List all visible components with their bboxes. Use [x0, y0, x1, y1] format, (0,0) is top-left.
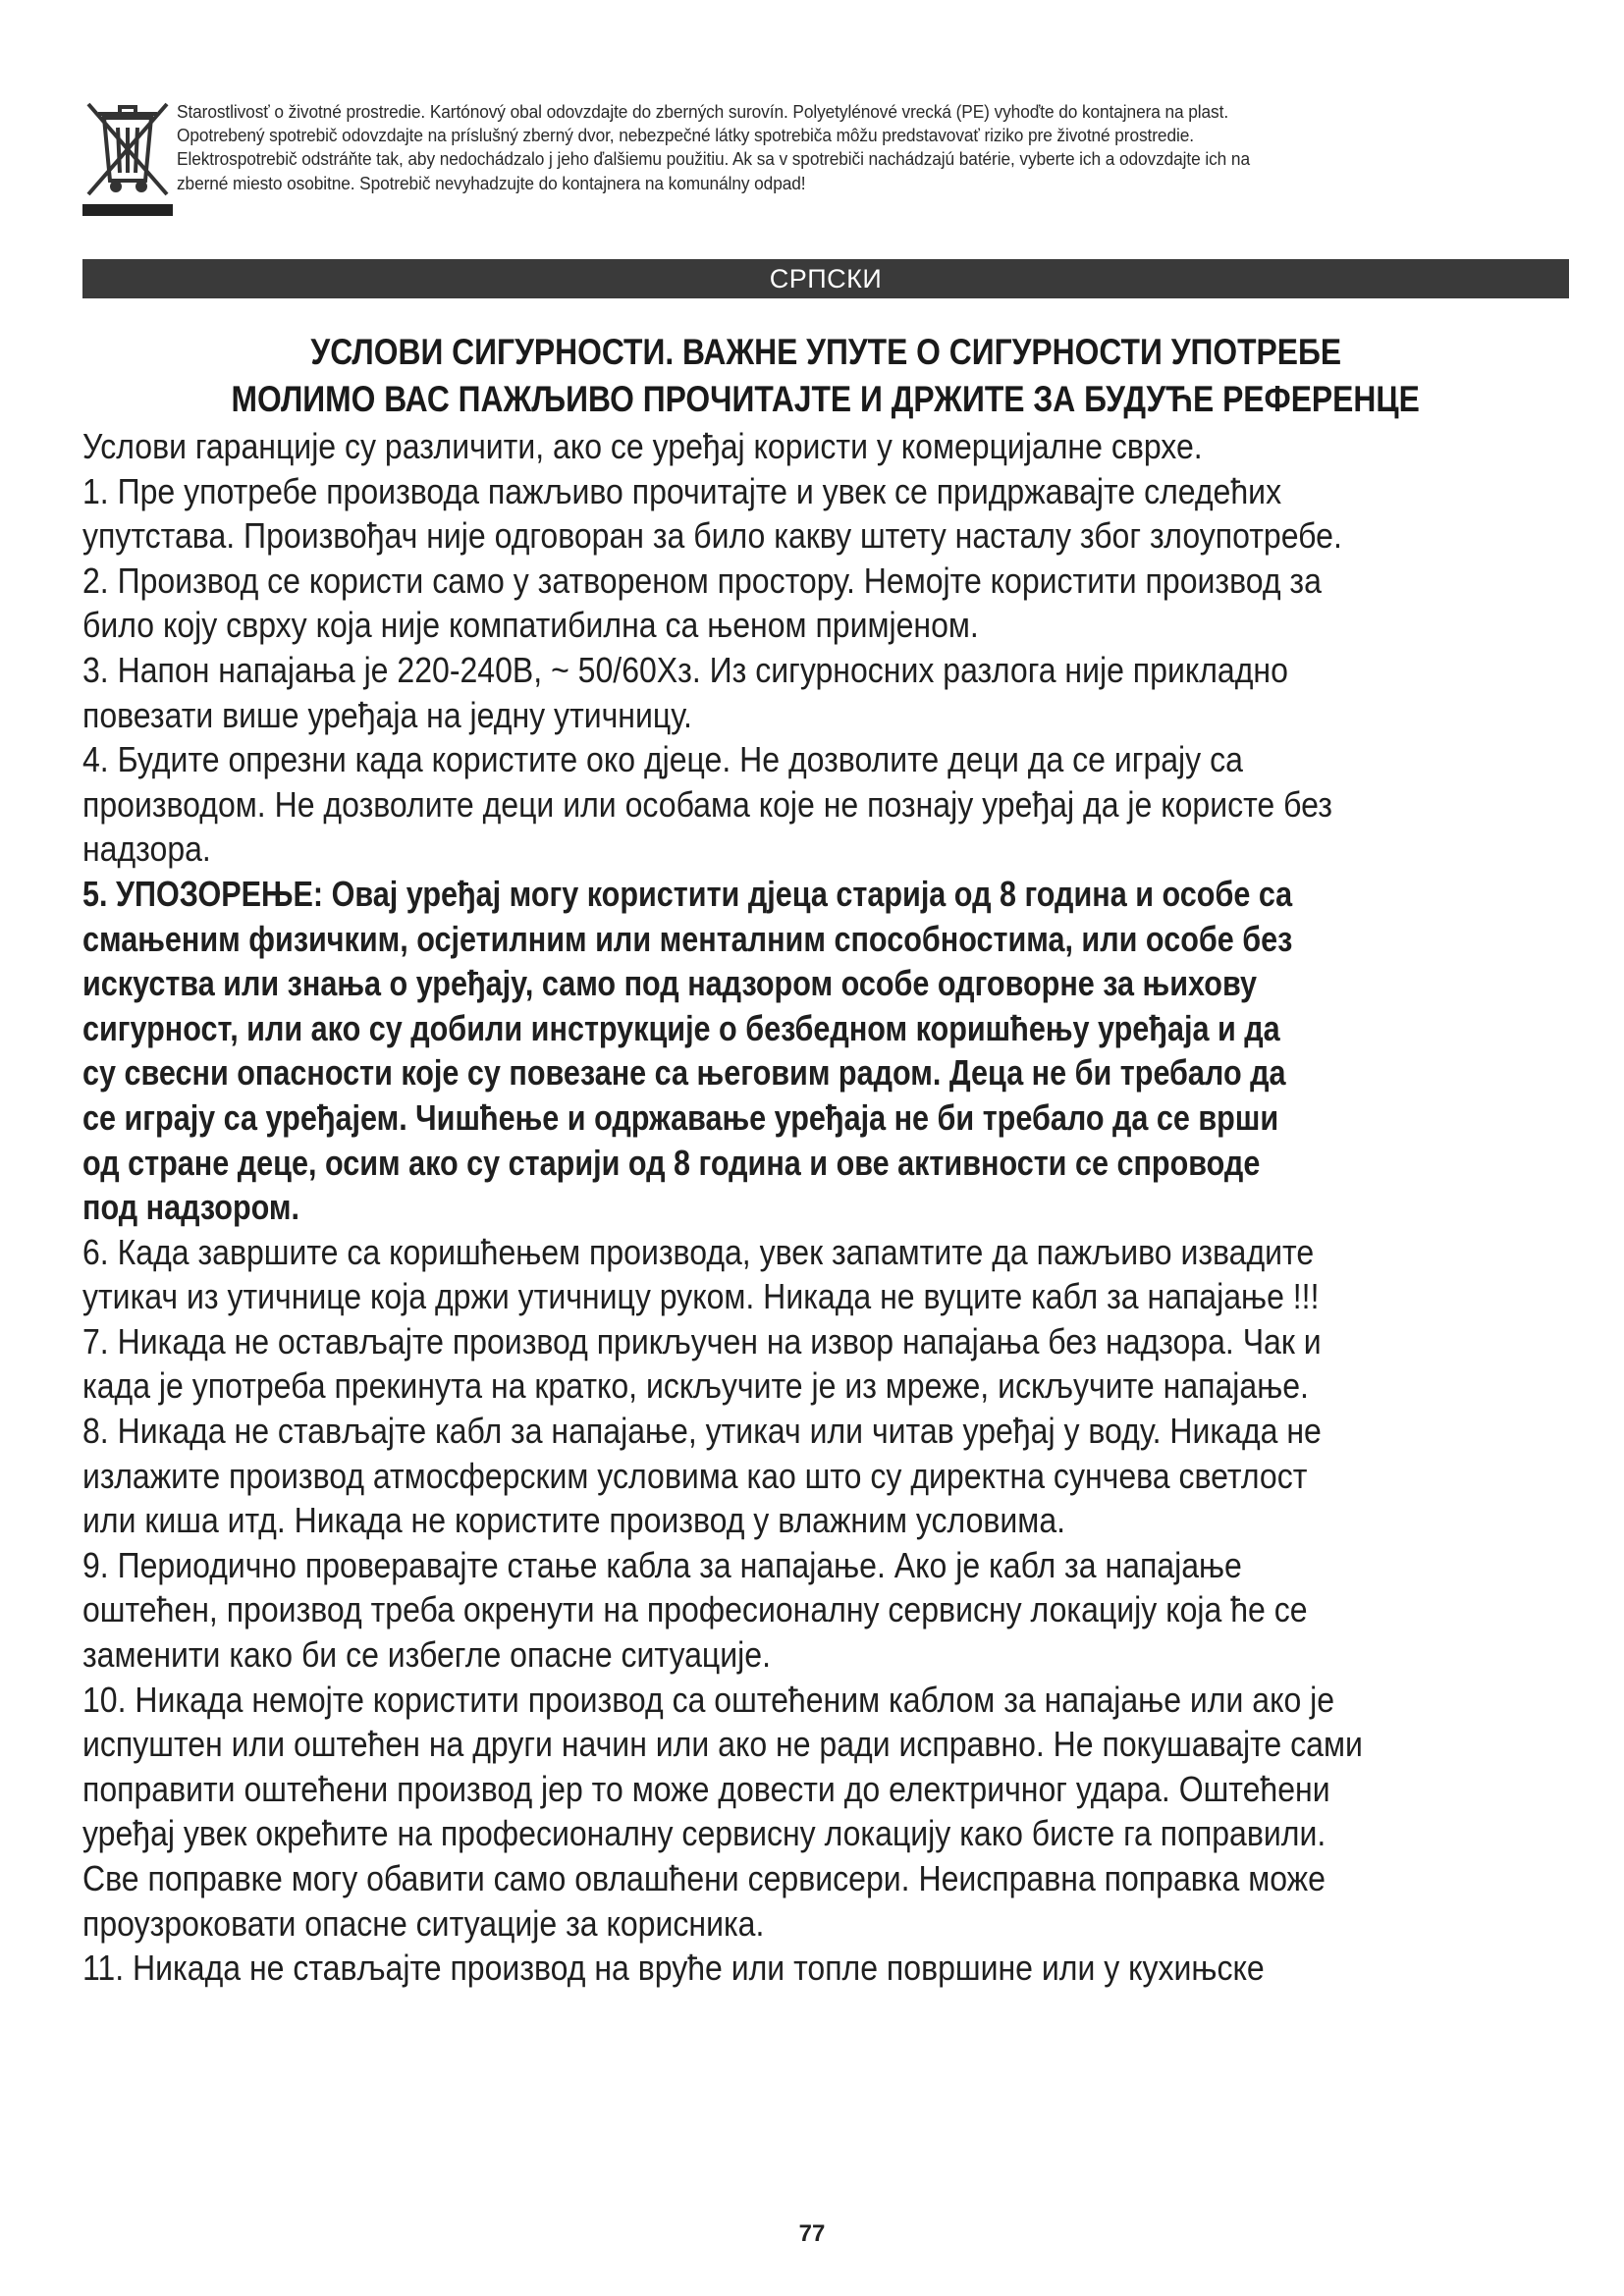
body-text-line: било коју сврху која није компатибилна са њеном примјеном. [82, 605, 979, 646]
title-text: МОЛИМО ВАС ПАЖЉИВО ПРОЧИТАЈТЕ И ДРЖИТЕ ЗА БУДУЋЕ РЕФЕРЕНЦЕ [231, 379, 1421, 419]
body-text-line: 3. Напон напајања је 220-240В, ~ 50/60Хз. Из сигурносних разлога није прикладно [82, 649, 1288, 690]
page-number: 77 [798, 2220, 826, 2247]
body-text-line: 1. Пре употребе производа пажљиво прочитајте и увек се придржавајте следећих [82, 470, 1282, 511]
body-text-line: 7. Никада не остављајте производ прикључен на извор напајања без надзора. Чак и [82, 1320, 1322, 1362]
environmental-notice-text [177, 100, 1571, 195]
title-text: УСЛОВИ СИГУРНОСТИ. ВАЖНЕ УПУТЕ О СИГУРНОСТИ УПОТРЕБЕ [310, 332, 1341, 372]
body-text-line: Све поправке могу обавити само овлашћени сервисери. Неисправна поправка може [82, 1858, 1326, 1898]
body-text-line: Услови гаранције су различити, ако се уређај користи у комерцијалне сврхе. [82, 426, 1203, 466]
body-text-line: од стране деце, осим ако су старији од 8 година и ове активности се спроводе [82, 1142, 1261, 1183]
eco-line: Starostlivosť o životné prostredie. Kartónový obal odovzdajte do zberných surovín. Polyetylénové vrecká (PE) vyhoďte do kontajnera na plast. [177, 101, 1229, 122]
body-text-line: или киша итд. Никада не користите производ у влажним условима. [82, 1500, 1066, 1541]
body-text-line: повезати више уређаја на једну утичницу. [82, 694, 692, 735]
page-title-line-2 [82, 379, 1569, 420]
body-text-line: проузроковати опасне ситуације за корисника. [82, 1902, 765, 1944]
body-text-line: 5. УПОЗОРЕЊЕ: Овај уређај могу користити дјеца старија од 8 година и особе са [82, 873, 1293, 914]
body-text-line: смањеним физичким, осјетилним или менталним способностима, или особе без [82, 918, 1293, 959]
body-text-line: уређај увек окрећите на професионалну сервисну локацију како бисте га поправили. [82, 1813, 1326, 1854]
body-text-line: производом. Не дозволите деци или особама које не познају уређај да је користе без [82, 783, 1332, 825]
body-text-line: искуства или знања о уређају, само под надзором особе одговорне за њихову [82, 963, 1258, 1004]
crossed-out-wheelie-bin-icon [82, 96, 173, 216]
page-title-line-1 [82, 332, 1569, 373]
body-text-line: излажите производ атмосферским условима као што су директна сунчева светлост [82, 1455, 1308, 1496]
body-text-line: 2. Производ се користи само у затвореном простору. Немојте користити производ за [82, 560, 1322, 601]
body-text-line: упутстава. Произвођач није одговоран за било какву штету насталу због злоупотребе. [82, 515, 1342, 557]
body-text-line: 10. Никада немојте користити производ са оштећеним каблом за напајање или ако је [82, 1679, 1335, 1720]
body-text-line: оштећен, производ треба окренути на професионалну сервисну локацију која ће се [82, 1589, 1308, 1630]
eco-line: Elektrospotrebič odstráňte tak, aby nedochádzalo j jeho ďalšiemu použitiu. Ak sa v spotrebiči nachádzajú batérie, vyberte ich a odovzdajte ich na [177, 148, 1250, 170]
safety-instructions-body [82, 424, 1569, 1991]
body-text-line: 4. Будите опрезни када користите око дјеце. Не дозволите деци да се играју са [82, 739, 1243, 780]
body-text-line: надзора. [82, 828, 211, 870]
body-text-line: утикач из утичнице која држи утичницу руком. Никада не вуците кабл за напајање !!! [82, 1276, 1320, 1317]
language-section-bar: СРПСКИ [82, 259, 1569, 298]
body-text-line: заменити како би се избегле опасне ситуације. [82, 1634, 771, 1676]
body-text-line: сигурност, или ако су добили инструкције о безбедном коришћењу уређаја и да [82, 1007, 1280, 1048]
body-text-line: 6. Када завршите са коришћењем производа, увек запамтите да пажљиво извадите [82, 1231, 1315, 1272]
environmental-notice [82, 96, 1575, 216]
body-text-line: се играју са уређајем. Чишћење и одржавање уређаја не би требало да се врши [82, 1096, 1279, 1138]
body-text-line: поправити оштећени производ јер то може довести до електричног удара. Оштећени [82, 1768, 1330, 1809]
body-text-line: испуштен или оштећен на други начин или ако не ради исправно. Не покушавајте сами [82, 1724, 1363, 1765]
eco-line: zberné miesto osobitne. Spotrebič nevyhadzujte do kontajnera na komunálny odpad! [177, 172, 806, 193]
body-text-line: 8. Никада не стављајте кабл за напајање, утикач или читав уређај у воду. Никада не [82, 1411, 1322, 1452]
body-text-line: када је употреба прекинута на кратко, искључите је из мреже, искључите напајање. [82, 1365, 1309, 1407]
body-text-line: 9. Периодично проверавајте стање кабла за напајање. Ако је кабл за напајање [82, 1544, 1242, 1585]
body-text-line: 11. Никада не стављајте производ на вруће или топле површине или у кухињске [82, 1948, 1265, 1989]
body-text-line: су свесни опасности које су повезане са његовим радом. Деца не би требало да [82, 1052, 1286, 1094]
body-text-line: под надзором. [82, 1187, 300, 1228]
eco-line: Opotrebený spotrebič odovzdajte na príslušný zberný dvor, nebezpečné látky spotrebiča môžu predstavovať riziko pre životné prostredie. [177, 125, 1194, 146]
